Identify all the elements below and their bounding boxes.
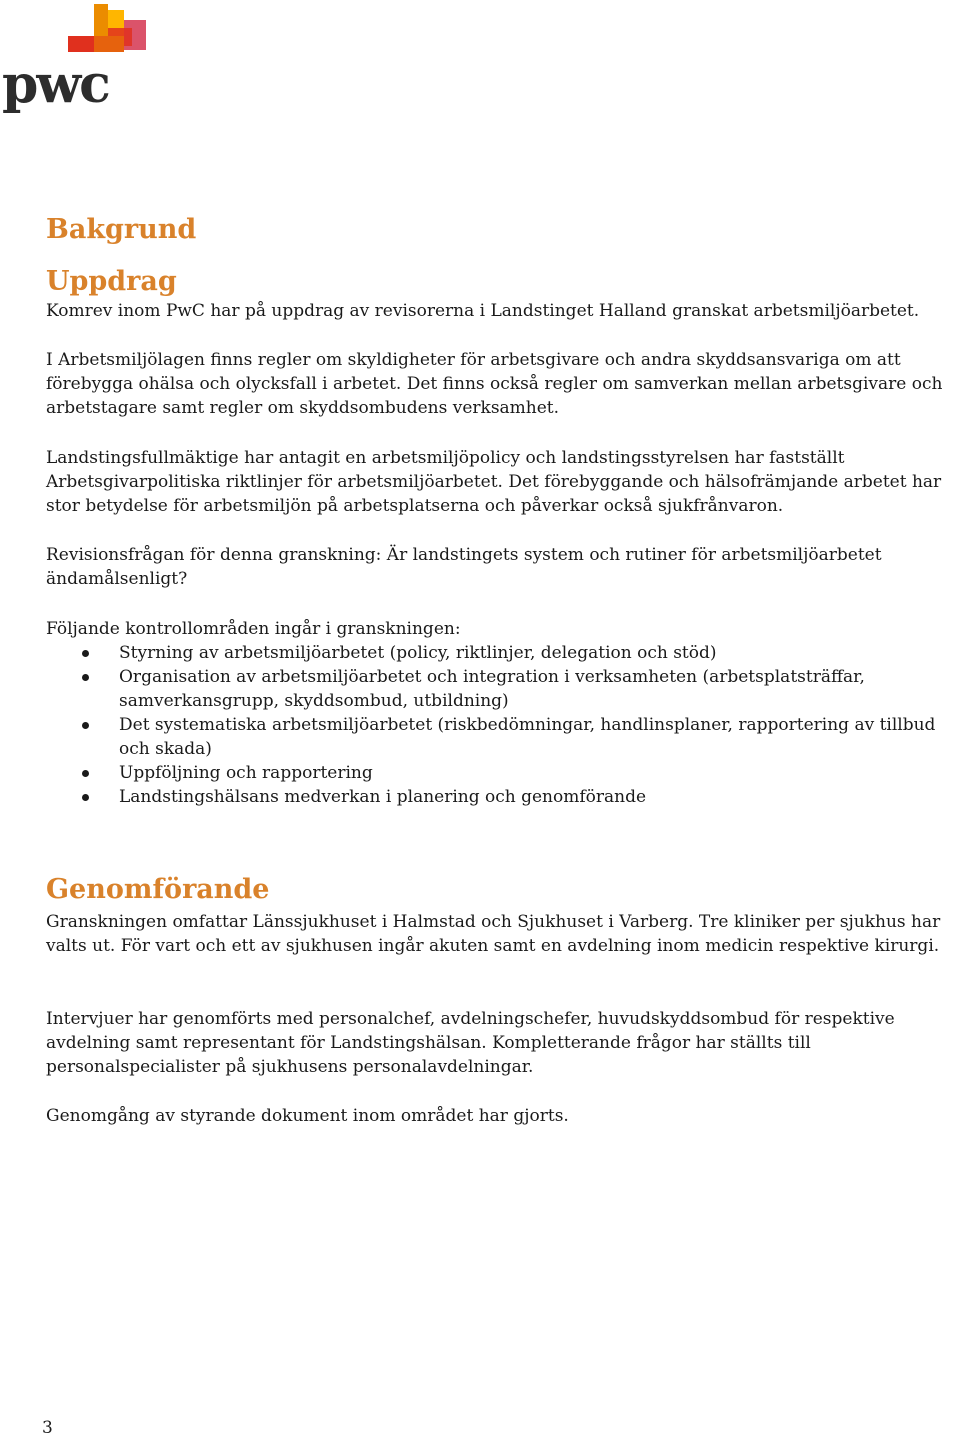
bullet-icon (82, 650, 89, 657)
list-item-text: Uppföljning och rapportering (119, 763, 373, 783)
heading-bakgrund: Bakgrund (46, 214, 197, 245)
page-number: 3 (42, 1418, 53, 1438)
list-item (46, 665, 946, 713)
control-areas-list (46, 641, 946, 809)
list-item-text: Det systematiska arbetsmiljöarbetet (riskbedömningar, handlinsplaner, rapportering av tillbud och skada) (119, 715, 936, 759)
bullet-icon (82, 794, 89, 801)
pwc-logo-graphic (0, 0, 150, 120)
list-item (46, 785, 946, 809)
pwc-logo (0, 0, 150, 120)
paragraph-uppdrag-5: Följande kontrollområden ingår i granskningen: (46, 619, 461, 639)
list-item (46, 713, 946, 761)
bullet-icon (82, 674, 89, 681)
paragraph-uppdrag-4: Revisionsfrågan för denna granskning: Är landstingets system och rutiner för arbetsmiljöarbetet ändamålsenligt? (46, 545, 882, 589)
paragraph-uppdrag-1: Komrev inom PwC har på uppdrag av revisorerna i Landstinget Halland granskat arbetsmiljöarbetet. (46, 301, 920, 321)
logo-wordmark: pwc (2, 54, 109, 115)
paragraph-genomforande-1: Granskningen omfattar Länssjukhuset i Halmstad och Sjukhuset i Varberg. Tre kliniker per sjukhus har valts ut. För vart och ett av sjukhusen ingår akuten samt en avdelning inom medicin respektive kirurgi. (46, 912, 941, 956)
paragraph-genomforande-3: Genomgång av styrande dokument inom området har gjorts. (46, 1106, 569, 1126)
paragraph-uppdrag-3: Landstingsfullmäktige har antagit en arbetsmiljöpolicy och landstingsstyrelsen har fastställt Arbetsgivarpolitiska riktlinjer för arbetsmiljöarbetet. Det förebyggande och hälsofrämjande arbetet har stor betydelse för arbetsmiljön på arbetsplatserna och påverkar också sjukfrånvaron. (46, 448, 942, 516)
list-item (46, 641, 946, 665)
logo-block-overlap (94, 36, 124, 52)
bullet-icon (82, 770, 89, 777)
heading-uppdrag: Uppdrag (46, 266, 177, 297)
logo-block-amber (94, 4, 108, 36)
bullet-icon (82, 722, 89, 729)
heading-genomforande: Genomförande (46, 874, 270, 905)
list-item-text: Organisation av arbetsmiljöarbetet och integration i verksamheten (arbetsplatsträffar, samverkansgrupp, skyddsombud, utbildning) (119, 667, 865, 711)
list-item (46, 761, 946, 785)
paragraph-genomforande-2: Intervjuer har genomförts med personalchef, avdelningschefer, huvudskyddsombud för respektive avdelning samt representant för Landstingshälsan. Kompletterande frågor har ställts till personalspecialister på sjukhusens personalavdelningar. (46, 1009, 895, 1077)
list-item-text: Landstingshälsans medverkan i planering och genomförande (119, 787, 647, 807)
paragraph-uppdrag-2: I Arbetsmiljölagen finns regler om skyldigheter för arbetsgivare och andra skyddsansvariga om att förebygga ohälsa och olycksfall i arbetet. Det finns också regler om samverkan mellan arbetsgivare och arbetstagare samt regler om skyddsombudens verksamhet. (46, 350, 943, 418)
list-item-text: Styrning av arbetsmiljöarbetet (policy, riktlinjer, delegation och stöd) (119, 643, 717, 663)
